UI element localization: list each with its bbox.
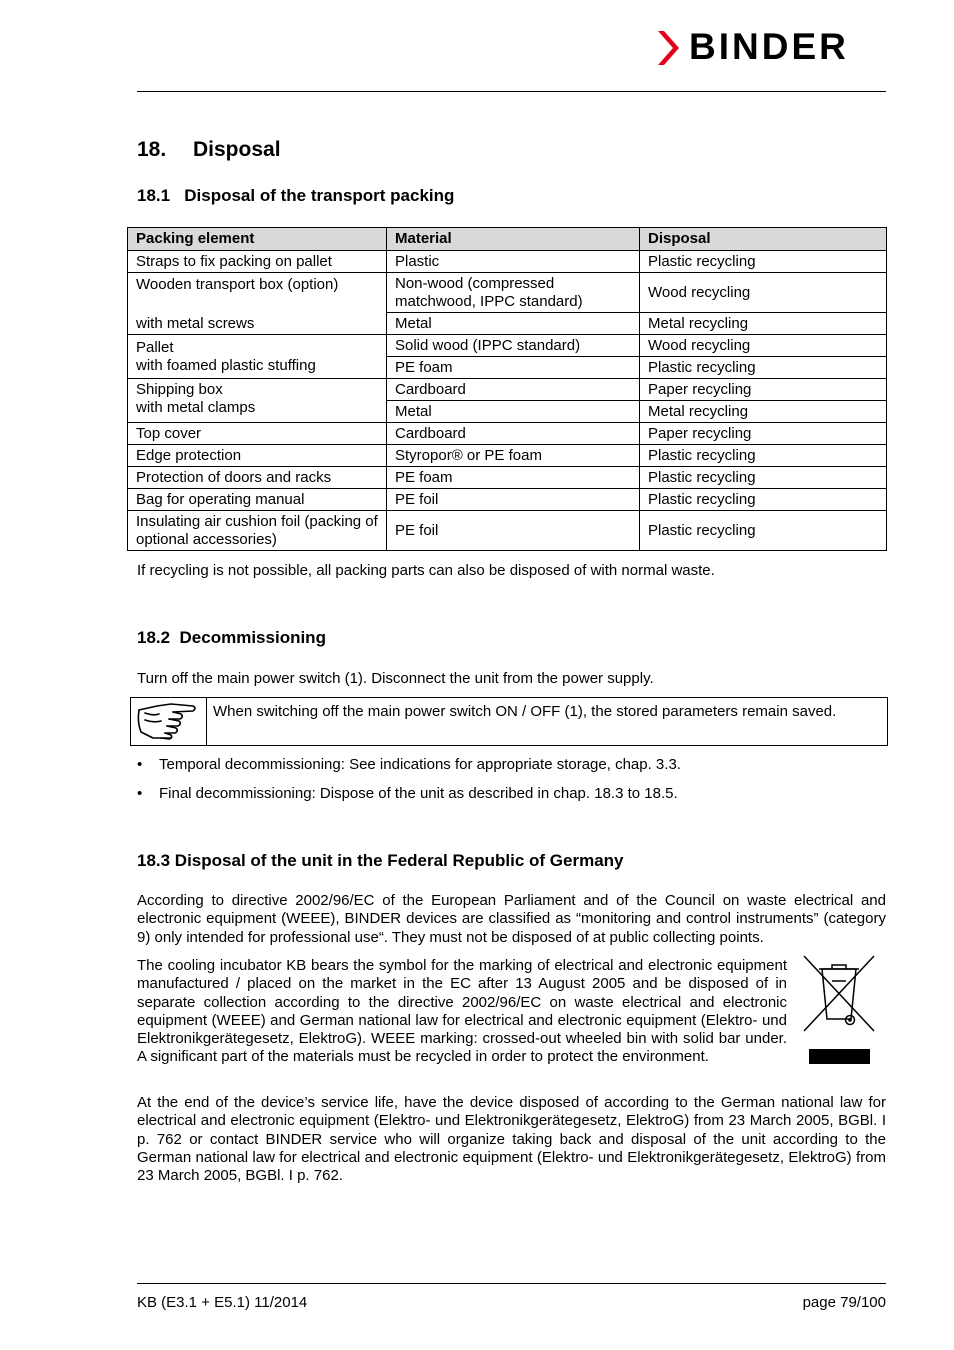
table-cell: PE foam [387,467,640,489]
crossed-out-bin-icon [800,953,878,1035]
notice-text: When switching off the main power switch ON / OFF (1), the stored parameters remain saved. [213,703,837,720]
table-cell: Cardboard [387,423,640,445]
table-cell: Edge protection [128,445,387,467]
table-cell: Protection of doors and racks [128,467,387,489]
table-row [128,467,887,489]
table-header-cell: Disposal [640,228,887,251]
list-item-text: Temporal decommissioning: See indications for appropriate storage, chap. 3.3. [159,756,681,773]
table-header-cell: Packing element [128,228,387,251]
table-cell [128,379,387,423]
table-cell: Plastic recycling [640,489,887,511]
table-cell: Plastic recycling [640,511,887,551]
table-cell: Cardboard [387,379,640,401]
table-cell: Straps to fix packing on pallet [128,251,387,273]
table-cell: Plastic recycling [640,357,887,379]
list-item-text: Final decommissioning: Dispose of the unit as described in chap. 18.3 to 18.5. [159,785,678,802]
footer-rule [137,1283,886,1284]
end-of-life-paragraph: At the end of the device’s service life, have the device disposed of according to the German national law for electrical and electronic equipment (Elektro- und Elektronikgerätegesetz, ElektroG) from 23 March 2005, BGBl. I p. 762 or contact BINDER service who will organize taking back and disposal of the unit according to the German national law for electrical and electronic equipment (Elektro- und Elektronikgerätegesetz, ElektroG) from 23 March 2005, BGBl. I p. 762. [137,1094,886,1185]
packing-table [127,227,887,551]
bullet-icon: • [137,785,143,802]
table-cell: Plastic recycling [640,467,887,489]
weee-paragraph: According to directive 2002/96/EC of the European Parliament and of the Council on waste electrical and electronic equipment (WEEE), BINDER devices are classified as “monitoring and control instruments” (category 9) only intended for professional use“. They must not be disposed of at public collecting points. [137,892,886,946]
brand-name: BINDER [689,26,849,67]
table-cell: Plastic recycling [640,445,887,467]
table-row [128,423,887,445]
table-row [128,273,887,313]
table-cell: Insulating air cushion foil (packing of optional accessories) [128,511,387,551]
table-cell: Metal recycling [640,313,887,335]
table-cell [128,335,387,379]
table-cell: Solid wood (IPPC standard) [387,335,640,357]
table-cell: Non-wood (compressed matchwood, IPPC standard) [387,273,640,313]
table-cell: Bag for operating manual [128,489,387,511]
section-heading-18-1: 18.1 Disposal of the transport packing [137,186,455,205]
section-heading-18-3: 18.3 Disposal of the unit in the Federal Republic of Germany [137,851,624,870]
table-row [128,313,887,335]
table-header-row [128,228,887,251]
table-cell: Metal [387,401,640,423]
decommission-intro: Turn off the main power switch (1). Disconnect the unit from the power supply. [137,670,654,687]
table-row [128,251,887,273]
table-cell: PE foil [387,489,640,511]
binder-logo [655,28,887,68]
table-cell: Metal recycling [640,401,887,423]
table-cell: Plastic recycling [640,251,887,273]
chapter-title: Disposal [193,138,281,161]
binder-arrow-icon [655,28,685,68]
table-cell: Top cover [128,423,387,445]
table-row [128,379,887,401]
table-cell: with metal screws [128,313,387,335]
table-cell: Metal [387,313,640,335]
bullet-icon: • [137,756,143,773]
cell-line: with metal clamps [136,399,256,416]
cell-line: with foamed plastic stuffing [136,356,316,374]
table-cell: PE foil [387,511,640,551]
cell-line: Pallet [136,338,174,356]
pointing-hand-icon [131,698,207,745]
table-row [128,445,887,467]
chapter-heading [137,138,281,162]
table-cell: Plastic [387,251,640,273]
table-cell: Wood recycling [640,273,887,313]
table-cell: PE foam [387,357,640,379]
section-heading-18-2: 18.2 Decommissioning [137,628,326,647]
weee-solid-bar [809,1049,870,1064]
recycling-note: If recycling is not possible, all packing parts can also be disposed of with normal waste. [137,562,715,579]
table-header-cell: Material [387,228,640,251]
header-rule [137,91,886,92]
table-row [128,335,887,357]
table-row [128,511,887,551]
chapter-number: 18. [137,138,167,161]
table-cell: Styropor® or PE foam [387,445,640,467]
table-cell: Paper recycling [640,423,887,445]
cell-line: Shipping box [136,381,223,398]
footer-doc-id: KB (E3.1 + E5.1) 11/2014 [137,1294,308,1311]
table-cell: Wood recycling [640,335,887,357]
table-cell: Wooden transport box (option) [128,273,387,313]
table-row [128,489,887,511]
table-cell: Paper recycling [640,379,887,401]
notice-box [130,697,888,746]
weee-marking-paragraph: The cooling incubator KB bears the symbol for the marking of electrical and electronic equipment manufactured / placed on the market in the EC after 13 August 2005 and be disposed of in separate collection according to the directive 2002/96/EC on waste electrical and electronic equipment (WEEE) and German national law for electrical and electronic equipment (Elektro- und Elektronikgerätegesetz, ElektroG). WEEE marking: crossed-out wheeled bin with solid bar under. A significant part of the materials must be recycled in order to protect the environment. [137,957,787,1066]
footer-page-number: page 79/100 [802,1294,886,1311]
